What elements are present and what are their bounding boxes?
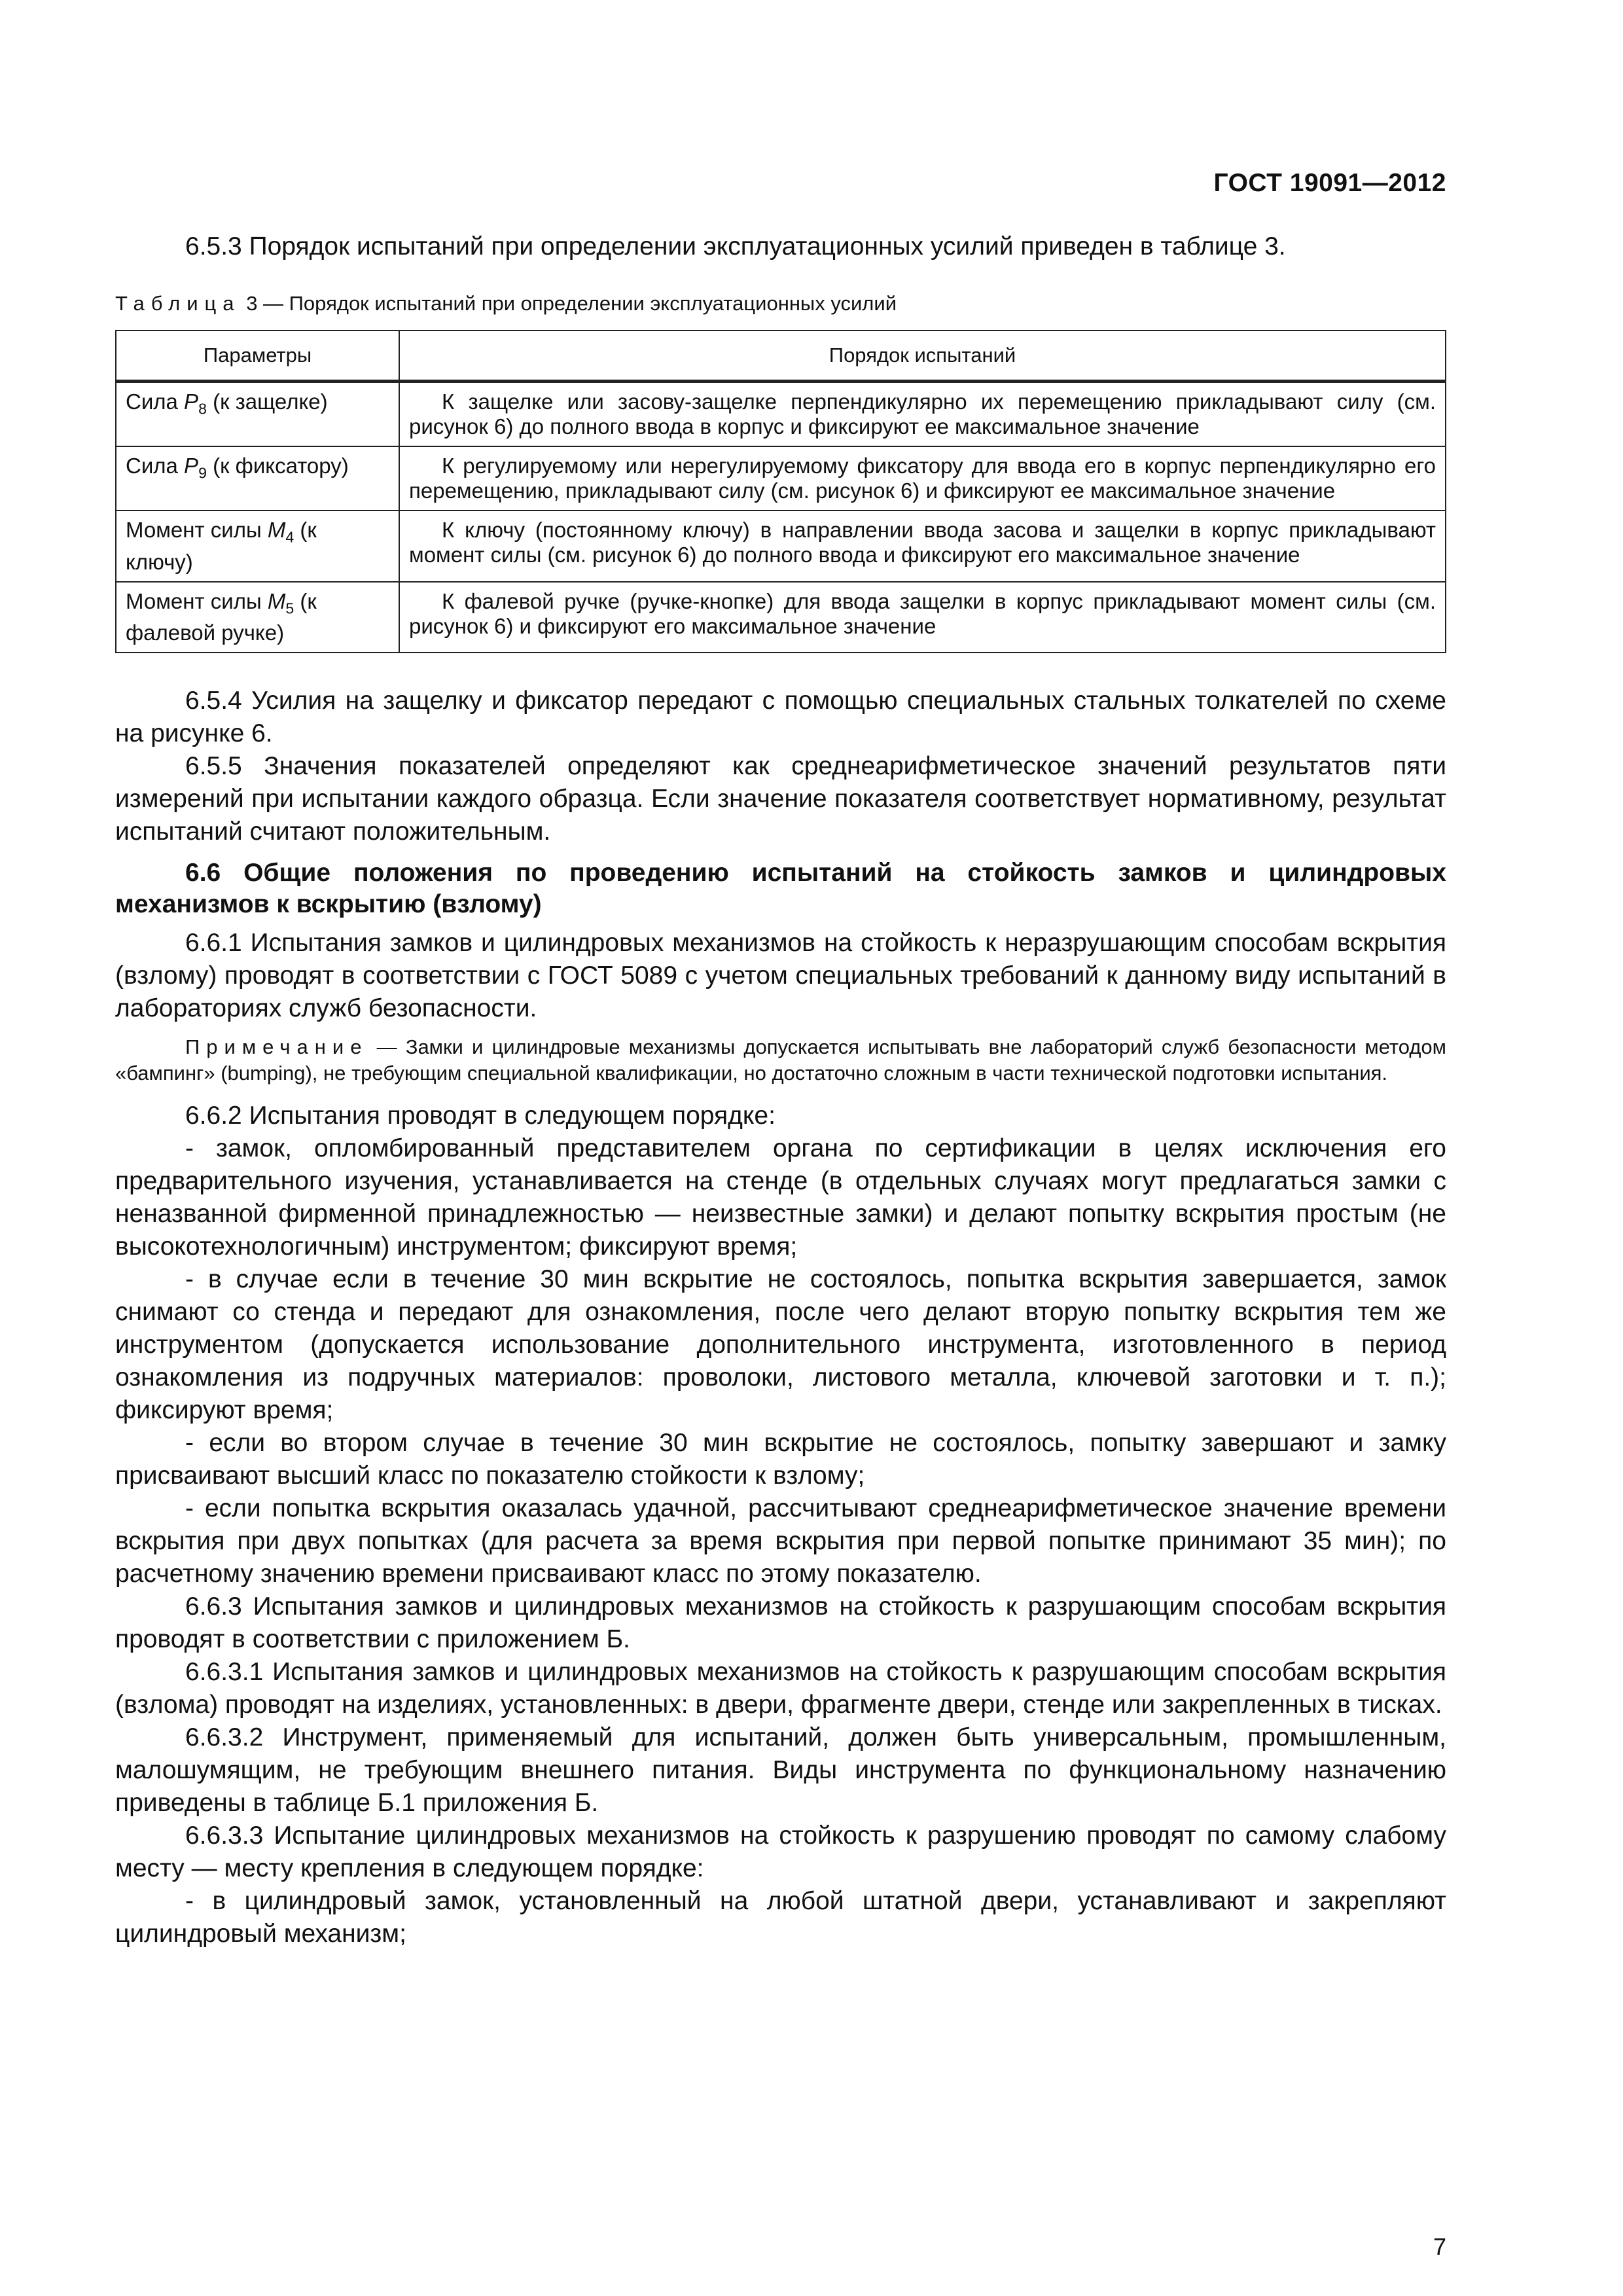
param-target: (к фиксатору)	[206, 454, 349, 478]
param-text: Момент силы	[126, 518, 268, 542]
param-subscript: 9	[198, 464, 207, 482]
param-text: Сила	[126, 454, 185, 478]
column-header-parameters: Параметры	[116, 331, 399, 382]
paragraph-6-6-2: 6.6.2 Испытания проводят в следующем порядке:	[185, 1102, 776, 1130]
table-caption	[115, 291, 1446, 317]
paragraph-6-6-3-1: 6.6.3.1 Испытания замков и цилиндровых механизмов на стойкость к разрушающим способам вскрытия (взлома) проводят на изделиях, установленных: в двери, фрагменте двери, стенде или закрепленных в тисках.	[115, 1658, 1446, 1719]
note-text: — Замки и цилиндровые механизмы допускается испытывать вне лабораторий служб безопасности методом «бампинг» (bumping), не требующим специальной квалификации, но достаточно сложным в части технической подготовки испытания.	[115, 1035, 1446, 1085]
note-paragraph	[115, 1034, 1446, 1086]
column-header-order: Порядок испытаний	[399, 331, 1446, 382]
paragraph-6-5-4: 6.5.4 Усилия на защелку и фиксатор передают с помощью специальных стальных толкателей по схеме на рисунке 6.	[115, 687, 1446, 748]
step-item: - замок, опломбированный представителем органа по сертификации в целях исключения его предварительного изучения, устанавливается на стенде (в отдельных случаях могут предлагаться замки с неназванной фирменной принадлежностью — неизвестные замки) и делают попытку вскрытия простым (не высокотехнологичным) инструментом; фиксируют время;	[115, 1134, 1446, 1261]
step-item: - если попытка вскрытия оказалась удачной, рассчитывают среднеарифметическое значение времени вскрытия при двух попытках (для расчета за время вскрытия при первой попытке принимают 35 мин); по расчетному значению времени присваивают класс по этому показателю.	[115, 1494, 1446, 1588]
step-item: - в цилиндровый замок, установленный на любой штатной двери, устанавливают и закрепляют цилиндровый механизм;	[115, 1887, 1446, 1948]
param-symbol: P	[184, 454, 199, 478]
standard-header: ГОСТ 19091—2012	[1213, 169, 1446, 197]
order-cell: К ключу (постоянному ключу) в направлении ввода засова и защелки в корпус прикладывают момент силы (см. рисунок 6) до полного ввода и фиксируют его максимальное значение	[399, 511, 1446, 582]
paragraph-6-6-3-3: 6.6.3.3 Испытание цилиндровых механизмов на стойкость к разрушению проводят по самому слабому месту — месту крепления в следующем порядке:	[115, 1821, 1446, 1883]
param-cell	[116, 511, 399, 582]
param-target: (к защелке)	[206, 389, 328, 414]
page-content	[115, 230, 1446, 1950]
param-text: Сила	[126, 389, 185, 414]
table-row	[116, 511, 1446, 582]
paragraph-6-6-3: 6.6.3 Испытания замков и цилиндровых механизмов на стойкость к разрушающим способам вскрытия проводят в соответствии с приложением Б.	[115, 1592, 1446, 1654]
table-row	[116, 382, 1446, 447]
param-symbol: M	[267, 518, 286, 542]
note-label: Примечание	[185, 1035, 368, 1059]
paragraph-6-5-5: 6.5.5 Значения показателей определяют как среднеарифметическое значений результатов пяти измерений при испытании каждого образца. Если значение показателя соответствует нормативному, результат испытаний считают положительным.	[115, 752, 1446, 846]
table-caption-text: 3 — Порядок испытаний при определении эксплуатационных усилий	[246, 292, 897, 315]
param-target: (к ключу)	[126, 518, 317, 574]
order-cell: К фалевой ручке (ручке-кнопке) для ввода защелки в корпус прикладывают момент силы (см. рисунок 6) и фиксируют его максимальное значение	[399, 582, 1446, 653]
table-row	[116, 446, 1446, 511]
param-subscript: 4	[285, 528, 294, 546]
paragraph-6-6-1: 6.6.1 Испытания замков и цилиндровых механизмов на стойкость к неразрушающим способам вскрытия (взлому) проводят в соответствии с ГОСТ 5089 с учетом специальных требований к данному виду испытаний в лабораториях служб безопасности.	[115, 929, 1446, 1023]
intro-paragraph: 6.5.3 Порядок испытаний при определении эксплуатационных усилий приведен в таблице 3.	[185, 232, 1286, 260]
param-cell	[116, 446, 399, 511]
order-cell: К защелке или засову-защелке перпендикулярно их перемещению прикладывают силу (см. рисунок 6) до полного ввода в корпус и фиксируют ее максимальное значение	[399, 382, 1446, 447]
step-item: - в случае если в течение 30 мин вскрытие не состоялось, попытка вскрытия завершается, замок снимают со стенда и передают для ознакомления, после чего делают вторую попытку вскрытия тем же инструментом (допускается использование дополнительного инструмента, изготовленного в период ознакомления из подручных материалов: проволоки, листового металла, ключевой заготовки и т. п.); фиксируют время;	[115, 1265, 1446, 1425]
section-6-6-heading: 6.6 Общие положения по проведению испытаний на стойкость замков и цилиндровых механизмов к вскрытию (взлому)	[115, 859, 1446, 919]
param-text: Момент силы	[126, 588, 268, 613]
step-item: - если во втором случае в течение 30 мин вскрытие не состоялось, попытку завершают и замку присваивают высший класс по показателю стойкости к взлому;	[115, 1429, 1446, 1490]
paragraphs-6-5	[115, 685, 1446, 848]
param-symbol: P	[184, 389, 199, 414]
param-target: (к фалевой ручке)	[126, 588, 317, 645]
table-caption-word: Таблица	[115, 292, 241, 315]
param-subscript: 5	[285, 600, 294, 617]
page-number: 7	[1433, 2233, 1446, 2260]
order-cell: К регулируемому или нерегулируемому фиксатору для ввода его в корпус перпендикулярно его перемещению, прикладывают силу (см. рисунок 6) и фиксируют ее максимальное значение	[399, 446, 1446, 511]
table-header-row	[116, 331, 1446, 382]
param-subscript: 8	[198, 400, 207, 418]
param-cell	[116, 382, 399, 447]
table-row	[116, 582, 1446, 653]
param-symbol: M	[267, 588, 286, 613]
param-cell	[116, 582, 399, 653]
paragraph-6-6-3-2: 6.6.3.2 Инструмент, применяемый для испытаний, должен быть универсальным, промышленным, малошумящим, не требующим внешнего питания. Виды инструмента по функциональному назначению приведены в таблице Б.1 приложения Б.	[115, 1723, 1446, 1818]
test-order-table	[115, 330, 1446, 653]
